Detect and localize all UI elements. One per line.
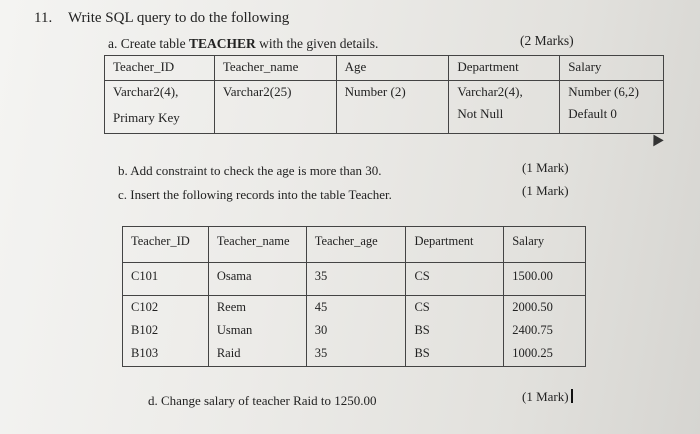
table-cell [105, 81, 215, 134]
part-b-marks: (1 Mark) [522, 160, 569, 175]
cell-line: BS [414, 346, 430, 360]
table-cell [449, 81, 560, 134]
part-d-text: d. Change salary of teacher Raid to 1250.00 [148, 393, 377, 408]
table-cell [406, 296, 504, 367]
cell-line: Reem [216, 300, 247, 314]
cell-line: 2400.75 [512, 323, 553, 337]
table-header-cell: Department [449, 56, 560, 81]
table-cell [336, 81, 449, 134]
table-header-cell: Teacher_ID [105, 56, 215, 81]
cell-line: Varchar2(25) [222, 84, 292, 99]
cell-line: 2000.50 [512, 300, 553, 314]
cell-line: Default 0 [568, 106, 617, 121]
cell-line: Usman [216, 323, 253, 337]
table-header-cell: Department [406, 227, 504, 263]
table-cell: C101 [123, 263, 209, 296]
table-header-cell: Teacher_ID [123, 227, 209, 263]
cell-line: Primary Key [113, 110, 180, 125]
cell-line: 35 [314, 346, 328, 360]
cell-line: 1000.25 [512, 346, 553, 360]
table-cell [504, 296, 586, 367]
question-text: Write SQL query to do the following [68, 10, 290, 26]
part-d-marks: (1 Mark) [522, 389, 569, 404]
cell-line: Number (2) [344, 84, 406, 99]
table-cell [208, 296, 306, 367]
cell-line: Raid [216, 346, 241, 360]
table-header-row [105, 56, 664, 81]
table-header-cell: Teacher_name [208, 227, 306, 263]
table-cell: Osama [208, 263, 306, 296]
table-header-cell: Salary [560, 56, 664, 81]
table-row [105, 81, 664, 134]
cell-line: Number (6,2) [568, 84, 639, 99]
part-a-suffix: with the given details. [255, 36, 379, 51]
part-c-marks: (1 Mark) [522, 183, 569, 198]
cell-line: B103 [131, 346, 159, 360]
table-cell [306, 296, 406, 367]
part-a-table-name: TEACHER [188, 36, 256, 51]
table-header-cell: Teacher_age [306, 227, 406, 263]
cell-line: 30 [314, 323, 328, 337]
table-cell: 1500.00 [504, 263, 586, 296]
cell-line: B102 [131, 323, 159, 337]
table-header-cell: Salary [504, 227, 586, 263]
table-header-row [123, 227, 586, 263]
table-cell [214, 81, 336, 134]
table-cell [123, 296, 209, 367]
table-cell: CS [406, 263, 504, 296]
cell-line: Varchar2(4), [457, 84, 523, 99]
table-header-cell: Age [336, 56, 449, 81]
cell-line: CS [414, 300, 430, 314]
teacher-spec-table [104, 55, 664, 134]
cell-line: Not Null [457, 106, 504, 121]
cell-line: C102 [131, 300, 159, 314]
question-number: 11. [34, 10, 53, 26]
cell-line: BS [414, 323, 430, 337]
text-cursor-icon [571, 389, 573, 403]
cell-line: 45 [314, 300, 328, 314]
table-cell [560, 81, 664, 134]
cell-line: Varchar2(4), [113, 84, 179, 99]
table-row-group [123, 296, 586, 367]
table-row [123, 263, 586, 296]
table-header-cell: Teacher_name [214, 56, 336, 81]
teacher-records-table [122, 226, 586, 367]
table-cell: 35 [306, 263, 406, 296]
part-b-text: b. Add constraint to check the age is more than 30. [118, 163, 382, 178]
part-a-marks: (2 Marks) [520, 33, 574, 48]
part-a-prefix: a. Create table [108, 36, 189, 51]
part-a-text [108, 36, 378, 52]
part-c-text: c. Insert the following records into the table Teacher. [118, 187, 392, 202]
